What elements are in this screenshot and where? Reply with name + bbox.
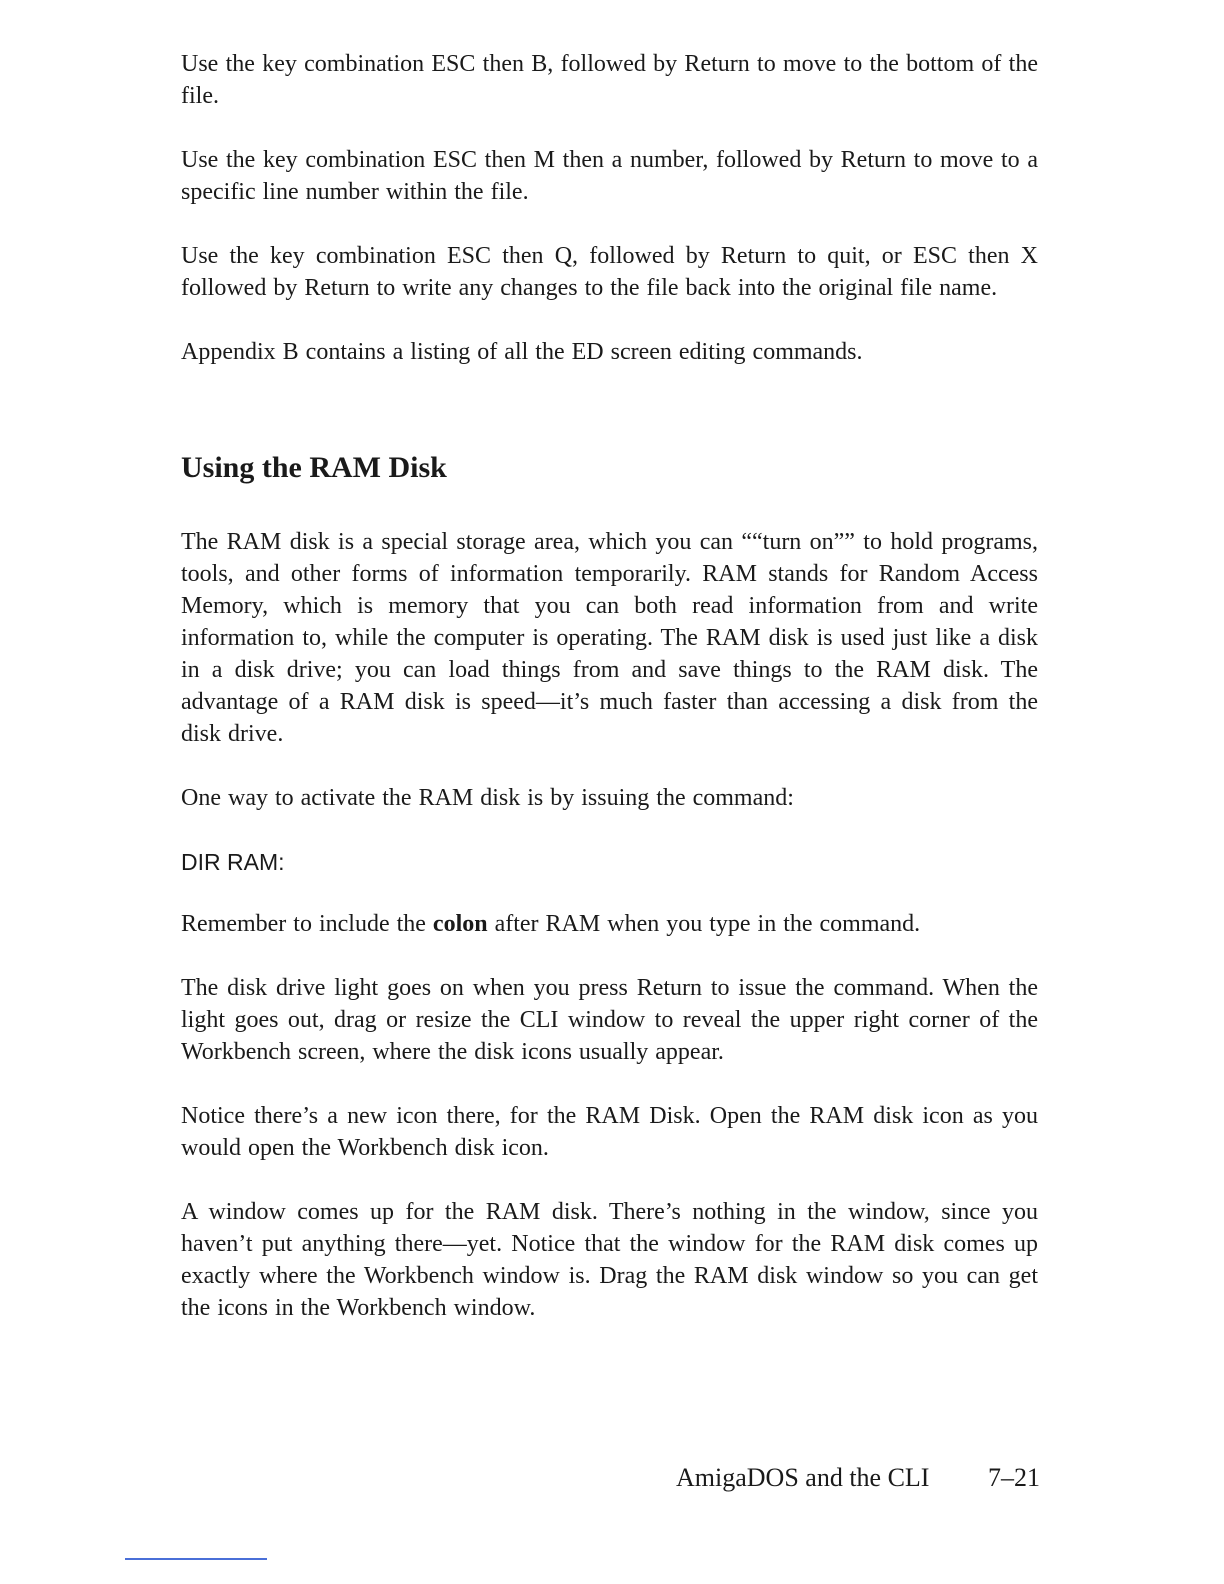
- paragraph-ram-window: A window comes up for the RAM disk. There’s nothing in the window, since you haven’t put anything there—yet. Notice that the window for the RAM disk comes up exactly where the Workbench window is. Drag the RAM disk window so you can get the icons in the Workbench window.: [181, 1199, 1038, 1321]
- paragraph-drive-light: The disk drive light goes on when you press Return to issue the command. When the light goes out, drag or resize the CLI window to reveal the upper right corner of the Workbench screen, where the disk icons usually appear.: [181, 975, 1038, 1065]
- paragraph-esc-m: Use the key combination ESC then M then a number, followed by Return to move to a specific line number within the file.: [181, 147, 1038, 205]
- section-heading: Using the RAM Disk: [181, 451, 447, 484]
- footer-rule: [125, 1558, 267, 1560]
- paragraph-ram-intro: The RAM disk is a special storage area, which you can ““turn on”” to hold programs, tools, and other forms of information temporarily. RAM stands for Random Access Memory, which is memory that you can both read information from and write information to, while the computer is operating. The RAM disk is used just like a disk in a disk drive; you can load things from and save things to the RAM disk. The advantage of a RAM disk is speed—it’s much faster than accessing a disk from the disk drive.: [181, 529, 1038, 747]
- footer-page-number: 7–21: [988, 1463, 1040, 1492]
- paragraph-esc-q: Use the key combination ESC then Q, followed by Return to quit, or ESC then X followed by Return to write any changes to the file back into the original file name.: [181, 243, 1038, 301]
- footer-chapter-title: AmigaDOS and the CLI: [676, 1463, 930, 1492]
- colon-note-bold: colon: [432, 911, 488, 937]
- page-body: [181, 48, 1038, 1356]
- command-example: DIR RAM:: [181, 849, 285, 875]
- paragraph-new-icon: Notice there’s a new icon there, for the RAM Disk. Open the RAM disk icon as you would open the Workbench disk icon.: [181, 1103, 1038, 1161]
- paragraph-colon-note: [181, 908, 1038, 940]
- paragraph-esc-b: Use the key combination ESC then B, followed by Return to move to the bottom of the file.: [181, 51, 1038, 109]
- paragraph-appendix-b: Appendix B contains a listing of all the ED screen editing commands.: [181, 339, 863, 365]
- paragraph-activate: One way to activate the RAM disk is by issuing the command:: [181, 785, 794, 811]
- section-ram-disk: [181, 526, 1038, 1324]
- colon-note-after: after RAM when you type in the command.: [487, 911, 921, 937]
- page-footer: [676, 1460, 1040, 1496]
- colon-note-before: Remember to include the: [181, 911, 433, 937]
